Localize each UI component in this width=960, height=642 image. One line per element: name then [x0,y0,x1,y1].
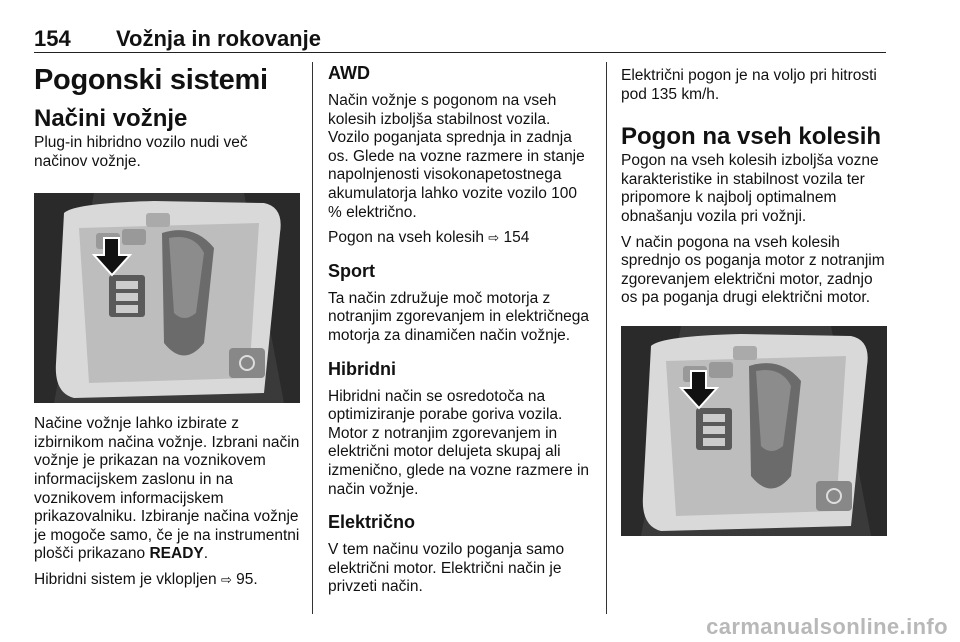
page-number: 154 [34,26,71,51]
column-2 [328,62,594,597]
paragraph: V tem načinu vozilo poganja samo električni motor. Električni način je privzeti način. [328,541,565,596]
watermark: carmanualsonline.info [706,614,948,639]
paragraph: Hibridni sistem je vklopljen ⇨ 95. [34,570,258,588]
paragraph: Način vožnje s pogonom na vseh kolesih izboljša stabilnost vozila. Vozilo poganjata sprednja in zadnja os. Glede na vozne razmere in stanje napolnjenosti visokonapetostnega akumulatorja lahko vozite vozilo 100 % električno. [328,92,585,221]
paragraph: V način pogona na vseh kolesih sprednjo os poganja motor z notranjim zgorevanjem električni motor, zadnjo os pa poganja drugi električni motor. [621,233,885,307]
page-header [34,26,886,53]
cross-reference-icon: ⇨ [488,230,500,246]
gear-console-illustration [34,193,300,403]
column-1 [34,62,300,590]
section-title: Pogonski sistemi [34,64,268,96]
paragraph: Pogon na vseh kolesih ⇨ 154 [328,229,530,247]
cross-reference-icon: ⇨ [220,571,232,587]
paragraph: Hibridni način se osredotoča na optimiziranje porabe goriva vozila. Motor z notranjim zgorevanjem in električni motor delujeta skupaj ali izmenično, glede na vozne razmere in način vožnje. [328,387,590,498]
mode-heading-hybrid: Hibridni [328,358,396,379]
column-divider [606,62,607,614]
subsection-title: Načini vožnje [34,105,188,132]
paragraph: Električni pogon je na voljo pri hitrosti pod 135 km/h. [621,67,877,103]
page-reference[interactable]: 154 [503,229,530,247]
mode-heading-awd: AWD [328,63,370,83]
ready-label: READY [149,545,204,563]
column-3 [621,62,887,536]
column-divider [312,62,313,614]
paragraph: Plug-in hibridno vozilo nudi več načinov vožnje. [34,134,248,170]
running-title: Vožnja in rokovanje [116,26,321,51]
mode-heading-electric: Električno [328,512,416,533]
paragraph: Ta način združuje moč motorja z notranjim zgorevanjem in električnega motorja za dinamičen način vožnje. [328,289,590,344]
paragraph: Načine vožnje lahko izbirate z izbirnikom načina vožnje. Izbrani način vožnje je prikazan na voznikovem informacijskem zaslonu in na voznikovem informacijskem prikazovalniku. Izbiranje načina vožnje je mogoče samo, če je na instrumentni plošči prikazano READY. [34,415,300,563]
mode-heading-sport: Sport [328,260,375,281]
subsection-title: Pogon na vseh kolesih [621,123,882,151]
paragraph: Pogon na vseh kolesih izboljša vozne karakteristike in stabilnost vozila ter pripomore k najbolj optimalnem obnašanju vozila pri vožnji. [621,152,879,225]
drive-mode-selector-figure [34,193,300,403]
gear-console-illustration [621,326,887,536]
awd-figure [621,326,887,536]
page-reference[interactable]: 95 [236,570,254,588]
